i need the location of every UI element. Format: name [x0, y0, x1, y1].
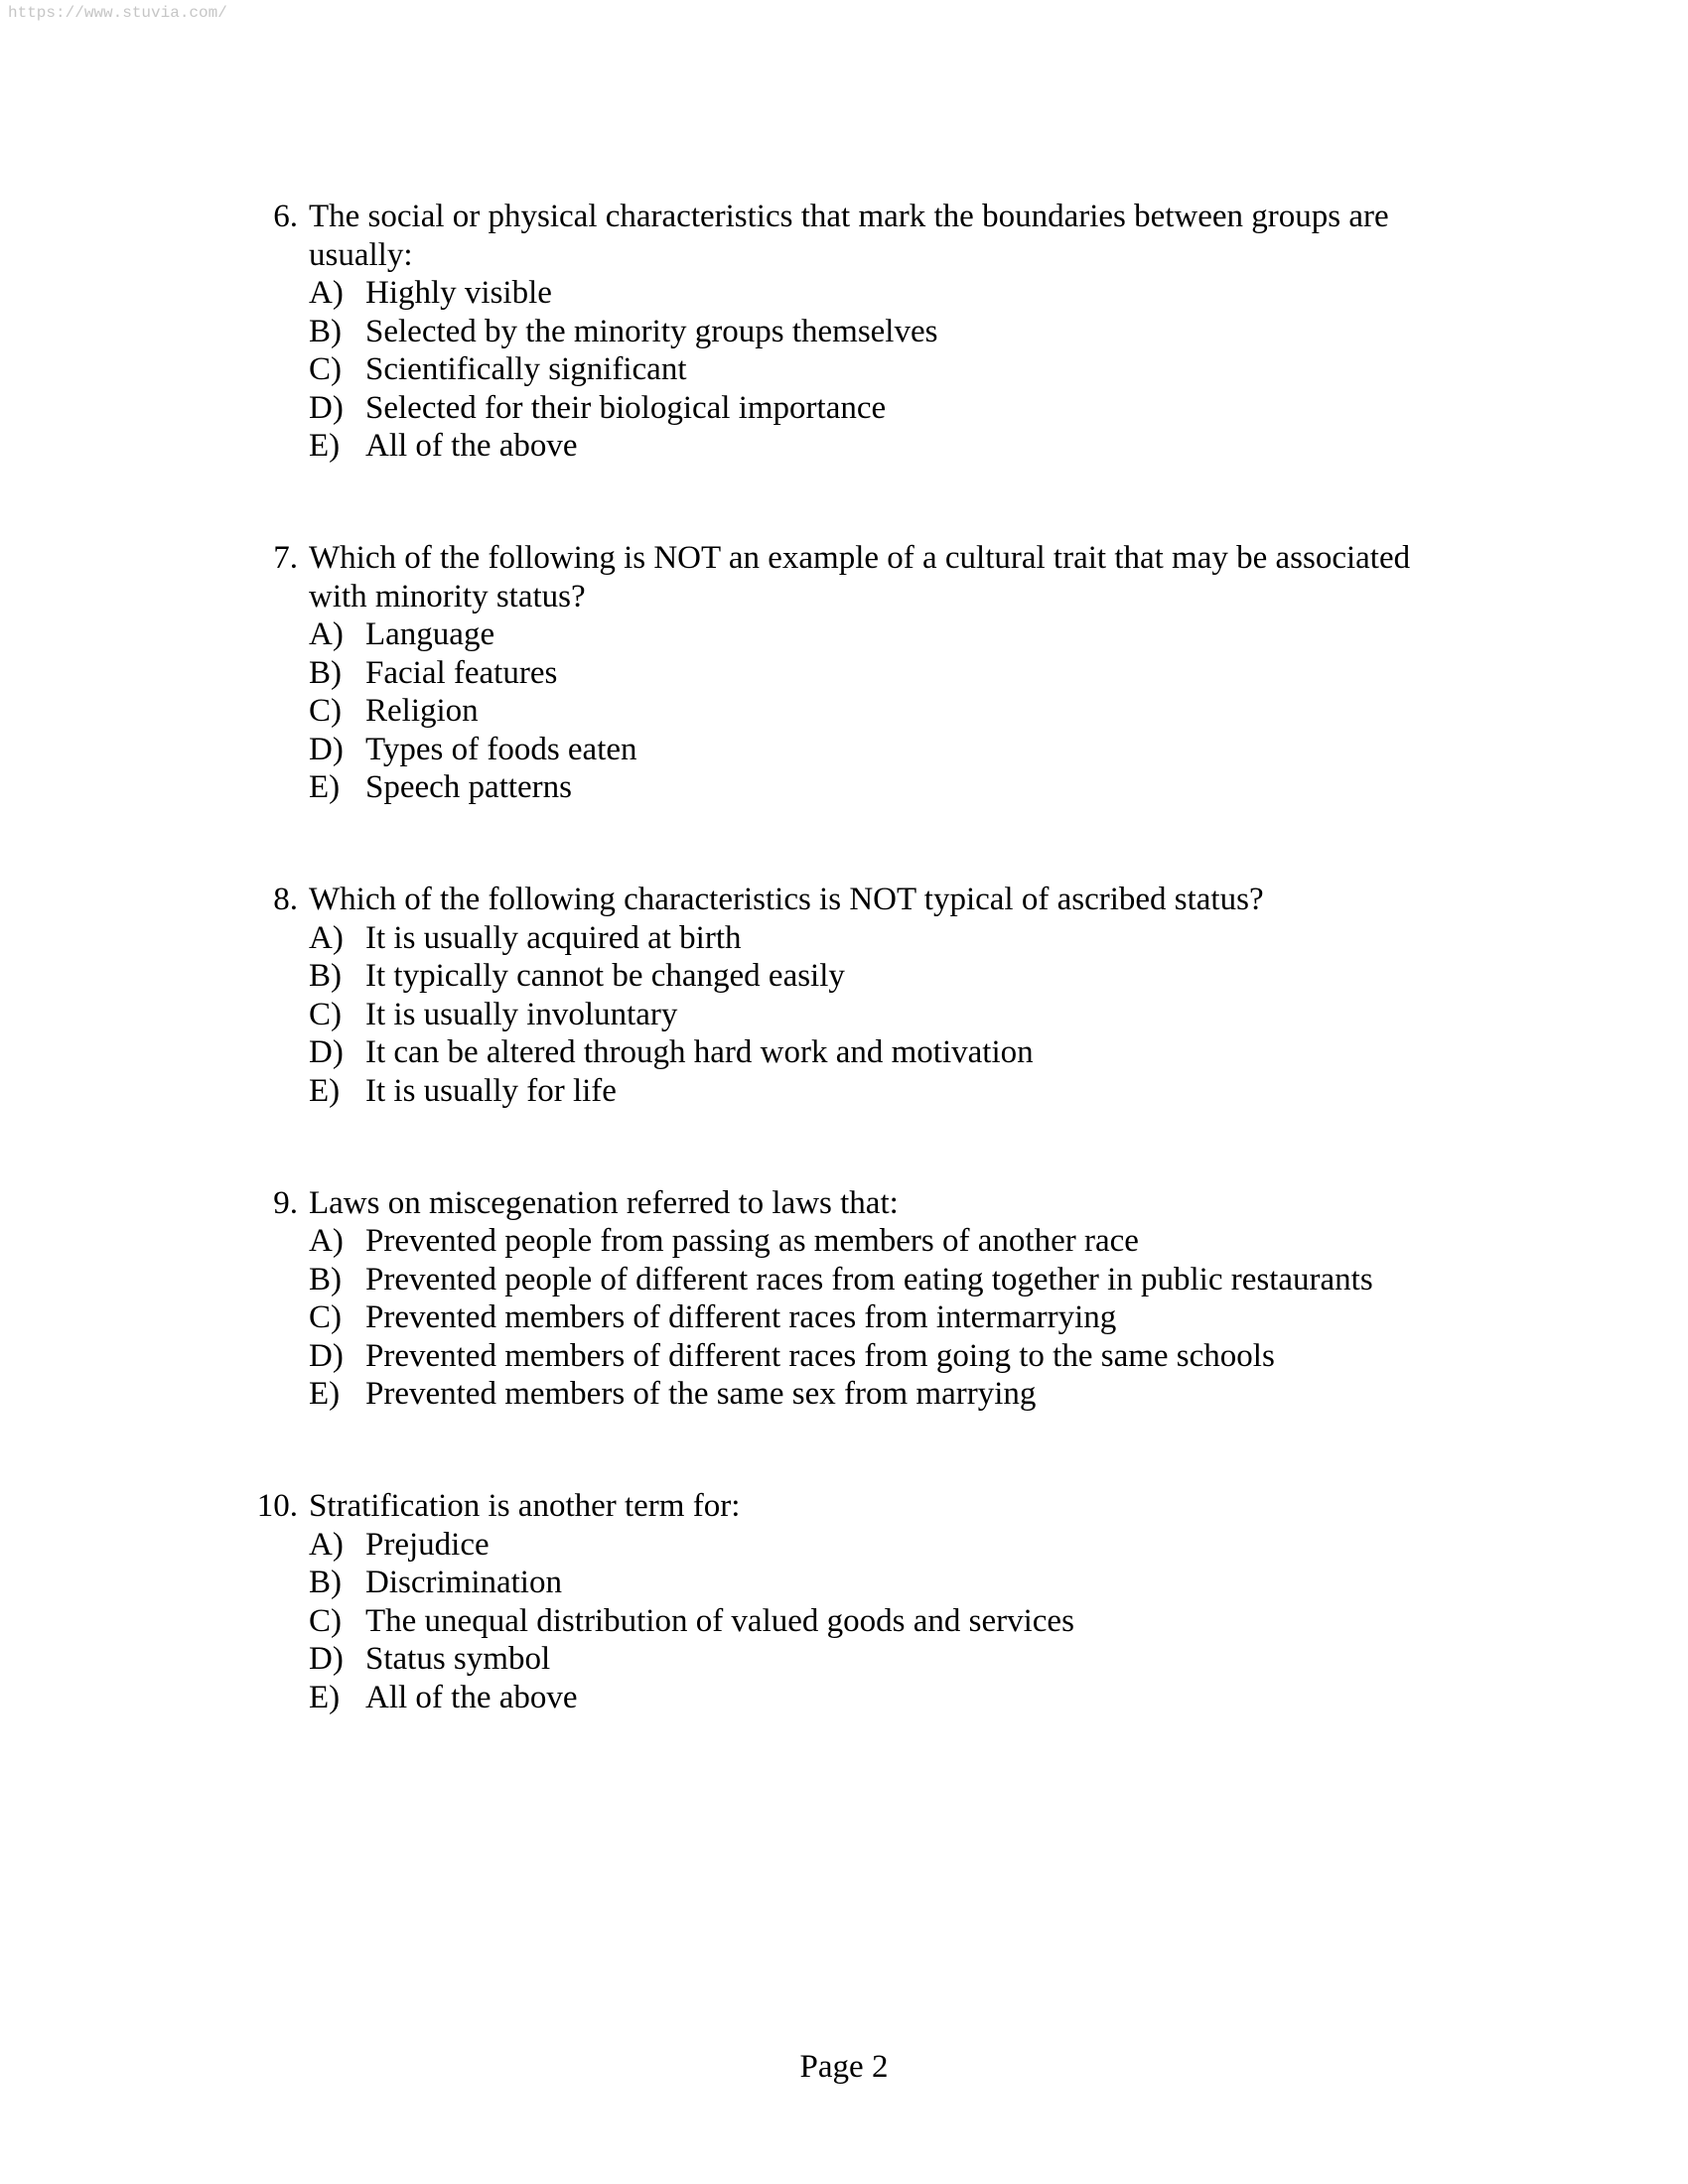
option-text: Prevented members of different races from intermarrying — [365, 1299, 1117, 1335]
option-text: It is usually for life — [365, 1072, 617, 1109]
question-item-8 — [238, 881, 1688, 1110]
option-text: Highly visible — [365, 275, 552, 311]
option-text: Selected for their biological importance — [365, 389, 887, 426]
option-letter: A) — [309, 1526, 344, 1563]
question-text: Laws on miscegenation referred to laws that: — [309, 1184, 899, 1221]
question-number: 10. — [256, 1488, 298, 1524]
option-row — [309, 1337, 1421, 1376]
option-text: The unequal distribution of valued goods and services — [365, 1602, 1074, 1639]
option-letter: E) — [309, 1072, 341, 1109]
option-text: Religion — [365, 693, 479, 729]
option-text: It can be altered through hard work and motivation — [365, 1034, 1034, 1070]
option-letter: A) — [309, 1223, 344, 1259]
option-row — [309, 1564, 1421, 1602]
option-letter: B) — [309, 1261, 342, 1297]
option-letter: C) — [309, 1299, 342, 1335]
option-letter: B) — [309, 1565, 342, 1600]
option-row — [309, 427, 1421, 466]
option-letter: A) — [309, 275, 344, 311]
option-text: Types of foods eaten — [365, 731, 637, 767]
option-row — [309, 1679, 1421, 1717]
option-text: Speech patterns — [365, 769, 573, 805]
option-text: Prevented members of different races from going to the same schools — [365, 1337, 1275, 1374]
option-text: Prevented people of different races from eating together in public restaurants — [365, 1261, 1373, 1297]
option-row — [309, 996, 1421, 1034]
option-letter: C) — [309, 351, 342, 387]
question-number: 7. — [273, 540, 298, 576]
option-text: Scientifically significant — [365, 351, 687, 387]
option-row — [309, 768, 1421, 807]
option-row — [309, 1298, 1421, 1337]
option-letter: E) — [309, 769, 341, 805]
option-text: Facial features — [365, 654, 558, 691]
option-text: It is usually acquired at birth — [365, 919, 742, 956]
option-text: Language — [365, 616, 495, 652]
option-text: All of the above — [365, 428, 578, 464]
option-letter: D) — [309, 389, 344, 426]
option-row — [309, 313, 1421, 351]
option-text: Status symbol — [365, 1641, 551, 1677]
option-row — [309, 919, 1421, 958]
option-text: Selected by the minority groups themselves — [365, 313, 938, 349]
option-text: It is usually involuntary — [365, 996, 678, 1032]
option-row — [309, 389, 1421, 428]
option-letter: C) — [309, 1602, 342, 1639]
option-row — [309, 1640, 1421, 1679]
option-letter: D) — [309, 1337, 344, 1374]
question-text: The social or physical characteristics that mark the boundaries between groups are usually: — [309, 199, 1389, 273]
question-text: Which of the following is NOT an example of a cultural trait that may be associated with minority status? — [309, 540, 1411, 614]
option-row — [309, 615, 1421, 654]
option-text: All of the above — [365, 1679, 578, 1715]
question-text: Which of the following characteristics is NOT typical of ascribed status? — [309, 882, 1264, 917]
option-row — [309, 731, 1421, 769]
option-letter: A) — [309, 616, 344, 652]
option-letter: E) — [309, 1679, 341, 1715]
option-row — [309, 1261, 1421, 1299]
option-letter: E) — [309, 428, 341, 464]
page-number-footer: Page 2 — [799, 2049, 889, 2085]
option-letter: B) — [309, 958, 342, 994]
option-row — [309, 957, 1421, 996]
option-row — [309, 350, 1421, 389]
option-letter: B) — [309, 654, 342, 691]
question-text: Stratification is another term for: — [309, 1488, 741, 1524]
option-letter: D) — [309, 1034, 344, 1070]
question-number: 9. — [273, 1184, 298, 1221]
question-item-6 — [238, 198, 1688, 466]
option-row — [309, 1033, 1421, 1072]
option-row — [309, 1072, 1421, 1111]
option-letter: D) — [309, 731, 344, 767]
option-text: Prevented people from passing as members of another race — [365, 1223, 1139, 1259]
option-letter: E) — [309, 1376, 341, 1412]
option-row — [309, 1222, 1421, 1261]
question-item-9 — [238, 1184, 1688, 1414]
question-item-7 — [238, 539, 1688, 807]
option-row — [309, 274, 1421, 313]
question-number: 6. — [273, 199, 298, 234]
option-row — [309, 1375, 1421, 1414]
option-letter: C) — [309, 693, 342, 729]
option-row — [309, 1602, 1421, 1641]
question-item-10 — [238, 1487, 1688, 1716]
option-text: It typically cannot be changed easily — [365, 958, 845, 994]
option-row — [309, 1526, 1421, 1565]
option-text: Discrimination — [365, 1565, 562, 1600]
option-letter: B) — [309, 313, 342, 349]
option-letter: D) — [309, 1641, 344, 1677]
option-text: Prevented members of the same sex from marrying — [365, 1376, 1037, 1412]
option-letter: C) — [309, 996, 342, 1032]
option-row — [309, 654, 1421, 693]
option-text: Prejudice — [365, 1526, 490, 1563]
option-row — [309, 692, 1421, 731]
question-number: 8. — [273, 882, 298, 917]
option-letter: A) — [309, 919, 344, 956]
url-watermark: https://www.stuvia.com/ — [8, 4, 227, 22]
